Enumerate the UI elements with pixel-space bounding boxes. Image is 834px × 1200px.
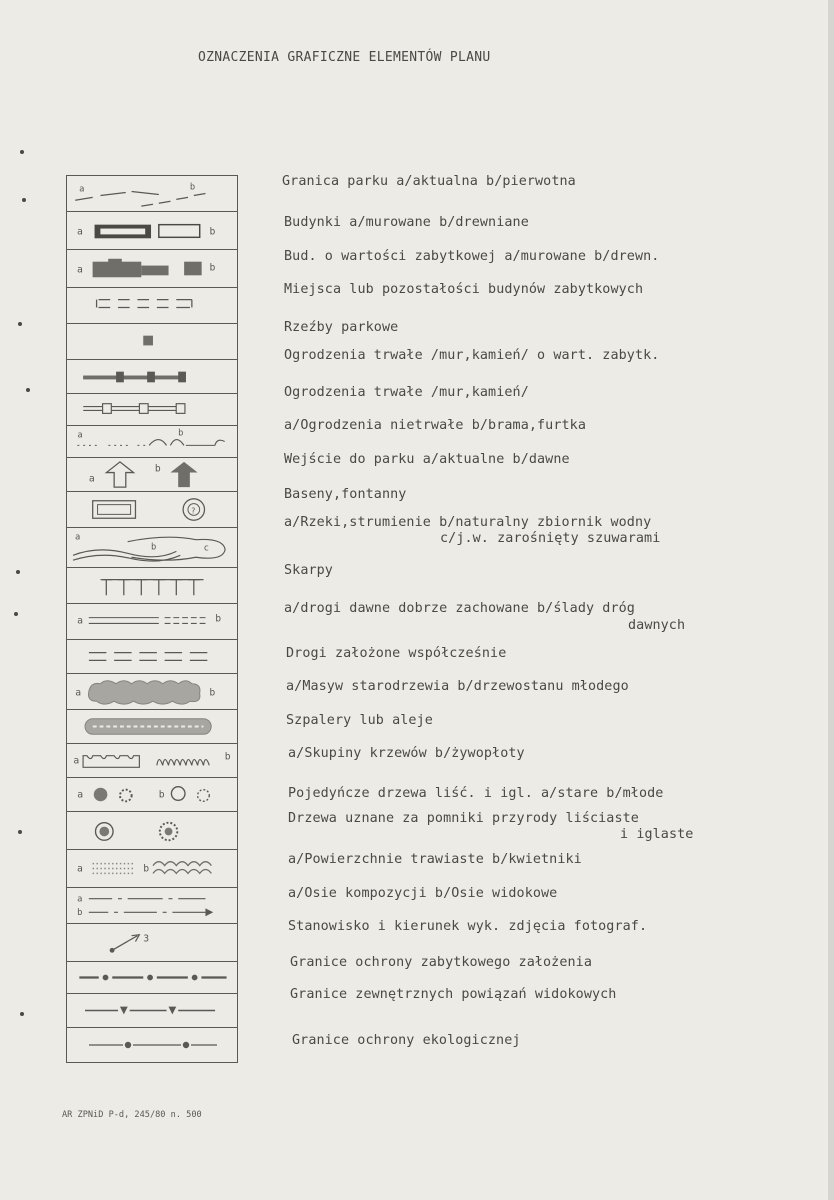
legend-text-rivers-ponds-line2: c/j.w. zarośnięty szuwarami [440,531,661,546]
legend-text-tree-rows-alleys: Szpalery lub aleje [286,713,433,728]
legend-symbol-slopes [67,568,237,604]
legend-symbol-grass-flowerbeds [67,850,237,888]
symbol-label-b: b [209,687,216,699]
archive-stamp: AR ZPNiD P-d, 245/80 n. 500 [62,1110,202,1120]
legend-text-natural-monuments: Drzewa uznane za pomniki przyrody liściaste [288,811,639,826]
page-edge [828,0,834,1200]
legend-text-pools-fountains: Baseny,fontanny [284,487,407,502]
legend-text-old-roads-line2: dawnych [628,618,686,633]
symbol-label-a: a [74,532,81,543]
legend-symbol-pools-fountains [67,492,237,528]
scan-speck [20,150,24,154]
scan-speck [14,612,18,616]
symbol-label-a: a [75,687,82,699]
legend-symbol-buildings [67,212,237,250]
legend-symbol-rivers-ponds [67,528,237,568]
legend-text-grass-flowerbeds: a/Powierzchnie trawiaste b/kwietniki [288,852,582,867]
legend-text-photo-station: Stanowisko i kierunek wyk. zdjęcia fotograf. [288,919,648,934]
symbol-label-b: b [158,789,165,801]
legend-symbol-temporary-fence [67,426,237,458]
scan-speck [22,198,26,202]
legend-symbol-old-growth-stand [67,674,237,710]
symbol-label-a: a [73,755,80,767]
legend-text-park-entrance: Wejście do parku a/aktualne b/dawne [284,452,570,467]
legend-text-permanent-fence: Ogrodzenia trwałe /mur,kamień/ [284,385,529,400]
legend-symbol-tree-rows-alleys [67,710,237,744]
legend-symbol-single-trees [67,778,237,812]
legend-text-old-roads: a/drogi dawne dobrze zachowane b/ślady dróg [284,601,635,616]
symbol-label-a: a [79,184,85,195]
symbol-label-b: b [209,262,216,274]
legend-text-ecological-boundary: Granice ochrony ekologicznej [292,1033,521,1048]
symbol-label-b: b [178,428,184,439]
symbol-label-b: b [143,863,150,875]
legend-text-historic-buildings: Bud. o wartości zabytkowej a/murowane b/drewn. [284,249,660,264]
scan-speck [20,1012,24,1016]
legend-text-slopes: Skarpy [284,563,333,578]
legend-text-rivers-ponds: a/Rzeki,strumienie b/naturalny zbiornik wodny [284,515,652,530]
legend-text-temporary-fence: a/Ogrodzenia nietrwałe b/brama,furtka [284,418,586,433]
symbol-label-a: a [77,894,83,905]
legend-text-sculptures: Rzeźby parkowe [284,320,399,335]
scan-speck [16,570,20,574]
symbol-label-c: c [203,543,209,554]
legend-symbol-historic-buildings [67,250,237,288]
legend-text-single-trees: Pojedyńcze drzewa liść. i igl. a/stare b/młode [288,786,664,801]
legend-symbol-heritage-boundary [67,962,237,994]
legend-text-view-boundary: Granice zewnętrznych powiązań widokowych [290,987,617,1002]
legend-symbol-shrubs-hedges [67,744,237,778]
legend-symbol-photo-station [67,924,237,962]
legend-symbol-permanent-fence [67,394,237,426]
legend-text-buildings: Budynki a/murowane b/drewniane [284,215,529,230]
legend-text-modern-roads: Drogi założone współcześnie [286,646,507,661]
scan-speck [18,322,22,326]
symbol-label-a: a [77,863,83,875]
symbol-label-b: b [154,463,161,475]
symbol-label-a: a [88,473,95,485]
symbol-label-b: b [77,908,83,919]
legend-text-axes: a/Osie kompozycji b/Osie widokowe [288,886,558,901]
legend-symbol-park-entrance [67,458,237,492]
legend-symbol-park-boundary [67,176,237,212]
legend-text-park-boundary: Granica parku a/aktualna b/pierwotna [282,174,576,189]
symbol-label-b: b [224,751,231,763]
legend-symbol-ecological-boundary [67,1028,237,1062]
symbol-label-a: a [77,430,83,441]
symbol-label-a: a [77,615,83,627]
legend-symbol-historic-fence [67,360,237,394]
legend-text-natural-monuments-line2: i iglaste [620,827,694,842]
legend-symbol-table [66,175,238,1063]
symbol-label-a: a [77,226,83,238]
legend-symbol-sculptures [67,324,237,360]
legend-text-old-growth-stand: a/Masyw starodrzewia b/drzewostanu młodego [286,679,629,694]
symbol-label-a: a [77,789,84,801]
scan-speck [26,388,30,392]
symbol-label-b: b [189,182,196,193]
legend-symbol-modern-roads [67,640,237,674]
symbol-label-b: b [209,226,216,238]
scan-speck [18,830,22,834]
legend-symbol-natural-monuments [67,812,237,850]
symbol-label-b: b [215,613,222,625]
page-title: OZNACZENIA GRAFICZNE ELEMENTÓW PLANU [198,50,491,65]
svg-text:?: ? [190,506,196,516]
legend-symbol-old-roads [67,604,237,640]
legend-symbol-axes [67,888,237,924]
legend-text-building-remnants: Miejsca lub pozostałości budynów zabytkowych [284,282,644,297]
symbol-label-a: a [77,264,83,276]
legend-symbol-building-remnants [67,288,237,324]
legend-text-shrubs-hedges: a/Skupiny krzewów b/żywopłoty [288,746,525,761]
symbol-label-number: 3 [143,933,150,945]
legend-text-historic-fence: Ogrodzenia trwałe /mur,kamień/ o wart. zabytk. [284,348,660,363]
legend-symbol-view-boundary [67,994,237,1028]
legend-text-heritage-boundary: Granice ochrony zabytkowego założenia [290,955,592,970]
symbol-label-b: b [151,542,157,553]
